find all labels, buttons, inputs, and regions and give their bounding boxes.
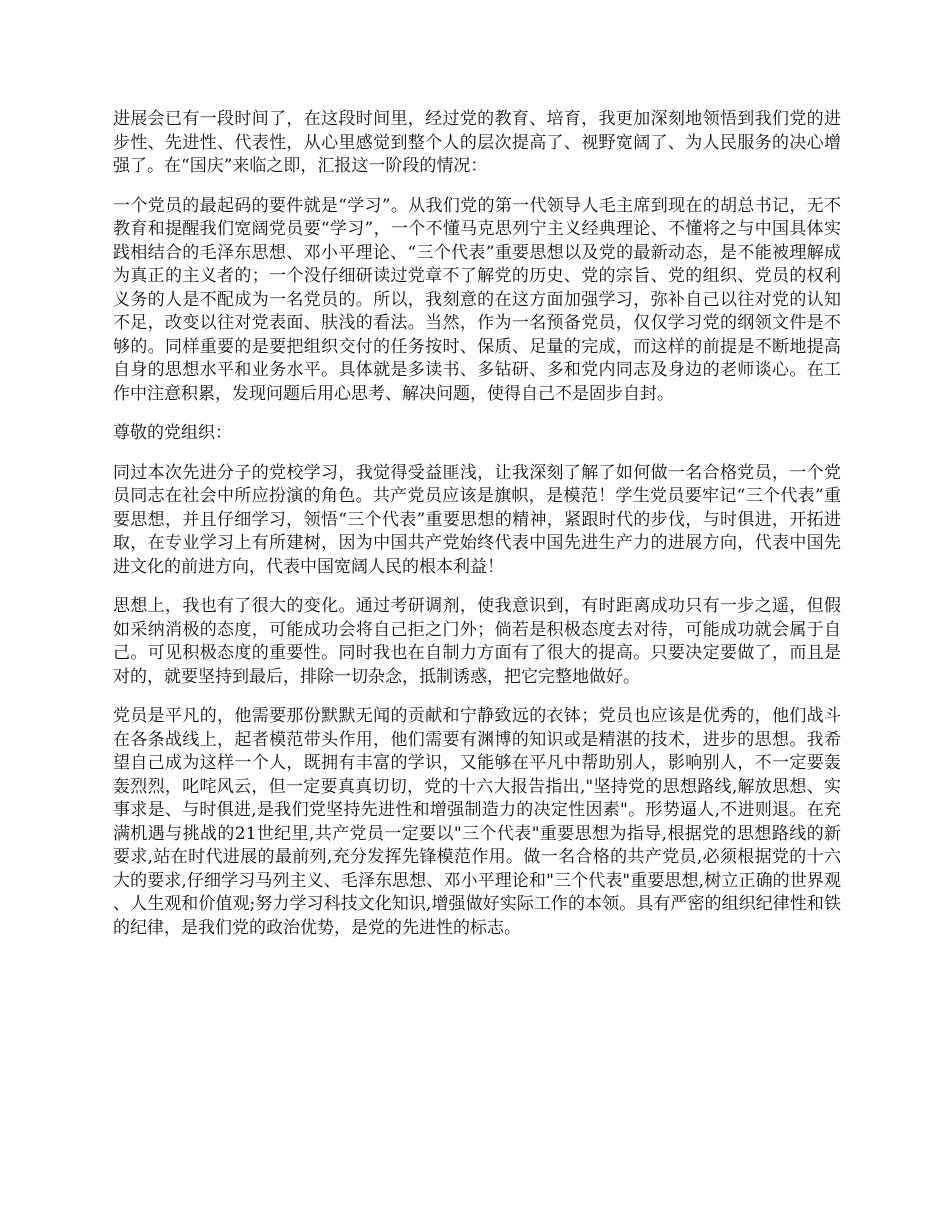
document-page [113, 108, 841, 956]
paragraph-ordinary-member: 党员是平凡的，他需要那份默默无闻的贡献和宁静致远的衣钵；党员也应该是优秀的，他们战斗在各条战线上，起者模范带头作用，他们需要有渊博的知识或是精湛的技术，进步的思想。我希望自己成为这样一个人，既拥有丰富的学识，又能够在平凡中帮助别人，影响别人，不一定要轰轰烈烈，叱咤风云，但一定要真真切切，党的十六大报告指出,"坚持党的思想路线,解放思想、实事求是、与时俱进,是我们党坚持先进性和增强制造力的决定性因素"。形势逼人,不进则退。在充满机遇与挑战的21世纪里,共产党员一定要以"三个代表"重要思想为指导,根据党的思想路线的新要求,站在时代进展的最前列,充分发挥先锋模范作用。做一名合格的共产党员,必须根据党的十六大的要求,仔细学习马列主义、毛泽东思想、邓小平理论和"三个代表"重要思想,树立正确的世界观、人生观和价值观;努力学习科技文化知识,增强做好实际工作的本领。具有严密的组织纪律性和铁的纪律，是我们党的政治优势，是党的先进性的标志。 [113, 706, 841, 938]
paragraph-thought: 思想上，我也有了很大的变化。通过考研调剂，使我意识到，有时距离成功只有一步之遥，但假如采纳消极的态度，可能成功会将自己拒之门外；倘若是积极态度去对待，可能成功就会属于自己。可见积极态度的重要性。同时我也在自制力方面有了很大的提高。只要决定要做了，而且是对的，就要坚持到最后，排除一切杂念，抵制诱惑，把它完整地做好。 [113, 596, 841, 687]
paragraph-salutation: 尊敬的党组织： [113, 423, 232, 443]
paragraph-intro: 进展会已有一段时间了，在这段时间里，经过党的教育、培育，我更加深刻地领悟到我们党的进步性、先进性、代表性，从心里感觉到整个人的层次提高了、视野宽阔了、为人民服务的决心增强了。在“国庆”来临之即，汇报这一阶段的情况： [113, 109, 841, 176]
paragraph-learning: 一个党员的最起码的要件就是“学习”。从我们党的第一代领导人毛主席到现在的胡总书记，无不教育和提醒我们宽阔党员要“学习”，一个不懂马克思列宁主义经典理论、不懂将之与中国具体实践相结合的毛泽东思想、邓小平理论、“三个代表”重要思想以及党的最新动态，是不能被理解成为真正的主义者的；一个没仔细研读过党章不了解党的历史、党的宗旨、党的组织、党员的权利义务的人是不配成为一名党员的。所以，我刻意的在这方面加强学习，弥补自己以往对党的认知不足，改变以往对党表面、肤浅的看法。当然，作为一名预备党员，仅仅学习党的纲领文件是不够的。同样重要的是要把组织交付的任务按时、保质、足量的完成，而这样的前提是不断地提高自身的思想水平和业务水平。具体就是多读书、多钻研、多和党内同志及身边的老师谈心。在工作中注意积累，发现问题后用心思考、解决问题，使得自己不是固步自封。 [113, 195, 841, 404]
paragraph-party-school: 同过本次先进分子的党校学习，我觉得受益匪浅，让我深刻了解了如何做一名合格党员，一个党员同志在社会中所应扮演的角色。共产党员应该是旗帜，是模范！学生党员要牢记“三个代表”重要思想，并且仔细学习，领悟“三个代表”重要思想的精神，紧跟时代的步伐，与时俱进，开拓进取，在专业学习上有所建树，因为中国共产党始终代表中国先进生产力的进展方向，代表中国先进文化的前进方向，代表中国宽阔人民的根本利益！ [113, 462, 841, 577]
